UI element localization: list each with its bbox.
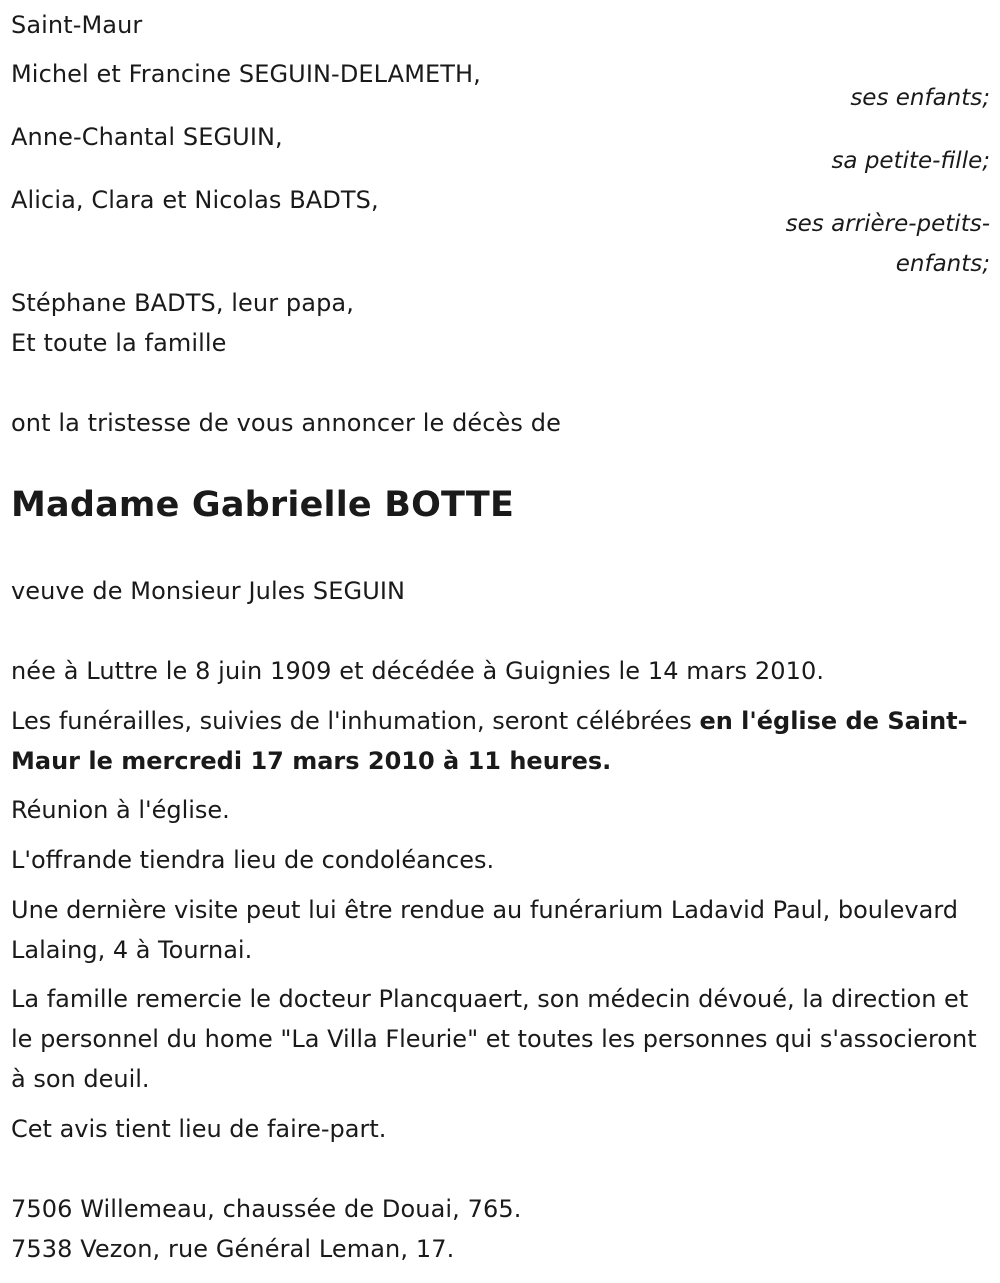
widow-of-line: veuve de Monsieur Jules SEGUIN bbox=[11, 577, 406, 605]
offrande-paragraph: L'offrande tiendra lieu de condoléances. bbox=[11, 846, 495, 874]
thanks-paragraph: La famille remercie le docteur Plancquaert, son médecin dévoué, la direction et le personnel du home "La Villa Fleurie" et toutes les personnes qui s'associeront à son deuil. bbox=[11, 985, 977, 1093]
family-granddaughter-names: Anne-Chantal SEGUIN, bbox=[11, 123, 283, 151]
funeral-details: en l'église de Saint-Maur le mercredi 17 mars 2010 à 11 heures. bbox=[11, 707, 968, 775]
family-great-grandchildren-names: Alicia, Clara et Nicolas BADTS, bbox=[11, 186, 379, 214]
funeral-intro: Les funérailles, suivies de l'inhumation, seront célébrées bbox=[11, 707, 700, 735]
funeral-paragraph bbox=[11, 701, 991, 781]
whole-family-line: Et toute la famille bbox=[11, 329, 227, 357]
family-children-relation: ses enfants; bbox=[850, 85, 990, 111]
birth-death-line: née à Luttre le 8 juin 1909 et décédée à Guignies le 14 mars 2010. bbox=[11, 657, 825, 685]
family-great-grandchildren-relation-line1: ses arrière-petits- bbox=[785, 211, 990, 237]
faire-part-paragraph: Cet avis tient lieu de faire-part. bbox=[11, 1115, 387, 1143]
deceased-name: Madame Gabrielle BOTTE bbox=[11, 485, 515, 525]
family-granddaughter-relation: sa petite-fille; bbox=[831, 148, 990, 174]
address-vezon: 7538 Vezon, rue Général Leman, 17. bbox=[11, 1235, 455, 1263]
visit-paragraph: Une dernière visite peut lui être rendue au funérarium Ladavid Paul, boulevard Lalaing, 4 à Tournai. bbox=[11, 896, 958, 964]
family-great-grandchildren-relation-line2: enfants; bbox=[895, 251, 990, 277]
family-children-names: Michel et Francine SEGUIN-DELAMETH, bbox=[11, 60, 481, 88]
father-line: Stéphane BADTS, leur papa, bbox=[11, 289, 354, 317]
place-heading: Saint-Maur bbox=[11, 11, 143, 39]
address-willemeau: 7506 Willemeau, chaussée de Douai, 765. bbox=[11, 1195, 522, 1223]
reunion-paragraph: Réunion à l'église. bbox=[11, 796, 230, 824]
announcement-text: ont la tristesse de vous annoncer le décès de bbox=[11, 409, 561, 437]
